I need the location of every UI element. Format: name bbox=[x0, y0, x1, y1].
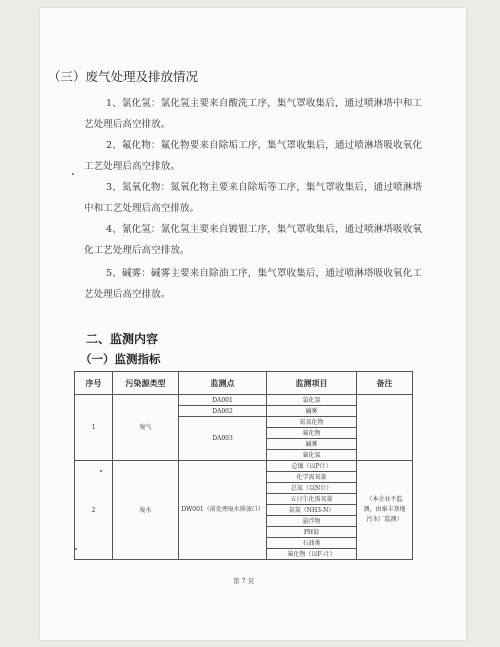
monitoring-point: DW001（前处理废水排放口） bbox=[179, 461, 267, 560]
header-cell: 备注 bbox=[357, 372, 413, 395]
monitoring-table bbox=[74, 371, 413, 560]
monitoring-item: 氯化氢 bbox=[267, 395, 357, 406]
header-cell: 监测项目 bbox=[267, 372, 357, 395]
page-number: 第 7 页 bbox=[233, 577, 255, 585]
paragraph-nox: 3、氮氧化物：氮氧化物主要来自除垢等工序，集气罩收集后，通过喷淋塔中和工艺处理后高空排放。 bbox=[84, 182, 422, 214]
pollution-type: 废水 bbox=[113, 461, 179, 560]
monitoring-item: 氟化物 bbox=[267, 428, 357, 439]
paragraph-hcl: 1、氯化氢：氯化氢主要来自酸洗工序，集气罩收集后，通过喷淋塔中和工艺处理后高空排放。 bbox=[84, 98, 422, 130]
remark-cell bbox=[357, 395, 413, 461]
monitoring-item: 总氮（以N计） bbox=[267, 483, 357, 494]
row-number: 2 bbox=[75, 461, 113, 560]
scan-speck bbox=[75, 548, 77, 550]
header-cell: 监测点 bbox=[179, 372, 267, 395]
heading-monitoring-indicators: （一）监测指标 bbox=[80, 352, 161, 366]
scan-speck bbox=[72, 173, 74, 175]
monitoring-item: 氮氧化物 bbox=[267, 417, 357, 428]
monitoring-item: 五日生化需氧量 bbox=[267, 494, 357, 505]
header-cell: 序号 bbox=[75, 372, 113, 395]
pollution-type: 废气 bbox=[113, 395, 179, 461]
monitoring-item: 氟化物（以F-计） bbox=[267, 549, 357, 560]
table-header-row bbox=[75, 372, 413, 395]
monitoring-item: 悬浮物 bbox=[267, 516, 357, 527]
heading-monitoring-content: 二、监测内容 bbox=[86, 332, 159, 346]
monitoring-point: DA003 bbox=[179, 417, 267, 461]
remark-cell: （本企业不监测，由秦丰基地污水厂监测） bbox=[357, 461, 413, 560]
paragraph-alkali-mist: 5、碱雾：碱雾主要来自除油工序，集气罩收集后，通过喷淋塔吸收氧化工艺处理后高空排放。 bbox=[84, 268, 422, 300]
monitoring-item: 碱雾 bbox=[267, 406, 357, 417]
table-row bbox=[75, 395, 413, 406]
monitoring-item: 碱雾 bbox=[267, 439, 357, 450]
table-row bbox=[75, 461, 413, 472]
monitoring-point: DA002 bbox=[179, 406, 267, 417]
paragraph-hcn: 4、氰化氢：氰化氢主要来自镀银工序，集气罩收集后，通过喷淋塔吸收氧化工艺处理后高空排放。 bbox=[84, 224, 422, 256]
monitoring-item: PH值 bbox=[267, 527, 357, 538]
scan-speck bbox=[100, 470, 102, 472]
monitoring-item: 总镍（以P计） bbox=[267, 461, 357, 472]
section-title: （三）废气处理及排放情况 bbox=[48, 69, 199, 84]
monitoring-item: 氨氮（NH3-N） bbox=[267, 505, 357, 516]
header-cell: 污染源类型 bbox=[113, 372, 179, 395]
monitoring-item: 石油类 bbox=[267, 538, 357, 549]
monitoring-item: 化学需氧量 bbox=[267, 472, 357, 483]
paragraph-fluoride: 2、氟化物：氟化物要来自除垢工序，集气罩收集后，通过喷淋塔吸收氧化工艺处理后高空排放。 bbox=[84, 140, 422, 172]
monitoring-point: DA001 bbox=[179, 395, 267, 406]
row-number: 1 bbox=[75, 395, 113, 461]
monitoring-item: 氰化氢 bbox=[267, 450, 357, 461]
